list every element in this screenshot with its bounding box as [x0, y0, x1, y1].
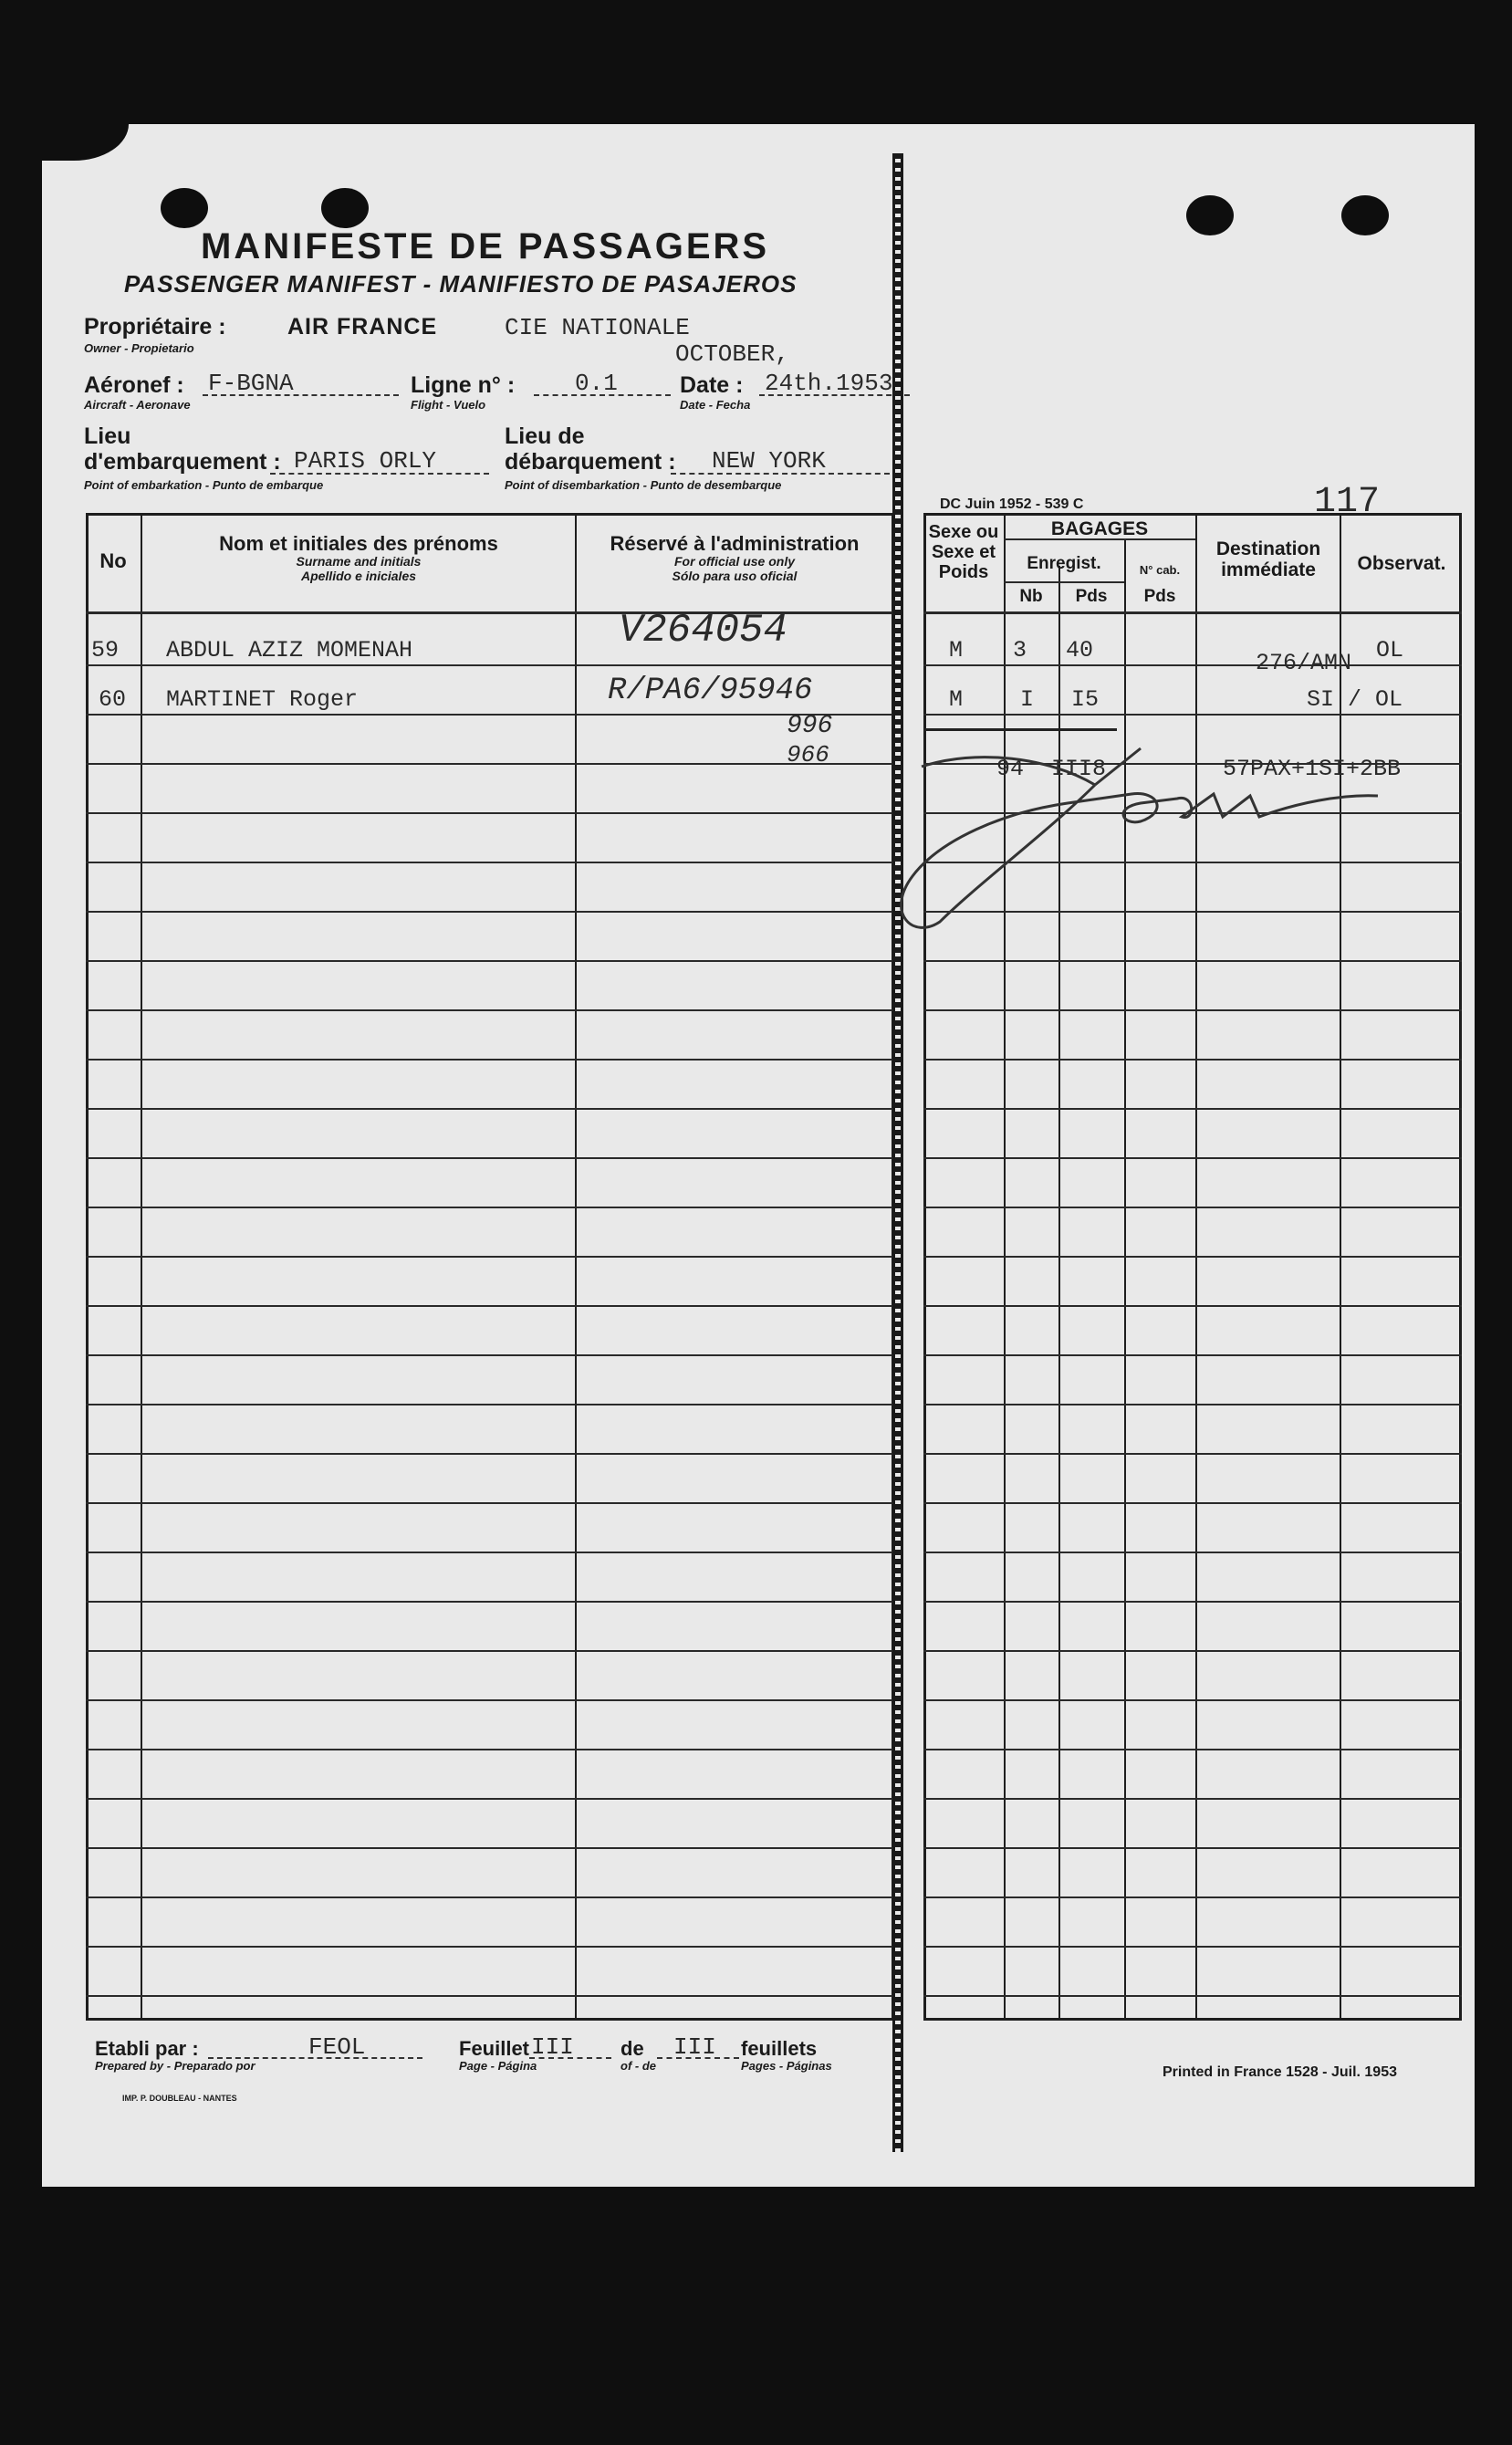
- pages-label: feuillets: [741, 2037, 818, 2060]
- row-rule: [923, 1650, 1462, 1652]
- col-observ-header: Observat.: [1357, 553, 1446, 574]
- row-rule: [86, 1207, 894, 1208]
- col-sex-header: Sexe ou Sexe et Poids: [928, 522, 999, 582]
- col-cabin-header: N° cab.: [1139, 563, 1181, 577]
- col-admin-sub2: Sólo para uso oficial: [672, 568, 798, 583]
- date-label-sub: Date - Fecha: [680, 398, 751, 412]
- col-name-title: Nom et initiales des prénoms: [219, 532, 498, 555]
- row-rule: [86, 1995, 894, 1997]
- row-60-pds: I5: [1071, 686, 1100, 713]
- page-number: 117: [1314, 482, 1381, 523]
- row-rule: [923, 1798, 1462, 1800]
- row-59-pds: 40: [1066, 637, 1094, 663]
- row-rule: [923, 1404, 1462, 1405]
- admin-note-1: 996: [787, 712, 833, 740]
- col-pds2-header: Pds: [1143, 587, 1176, 606]
- row-60-dest: 276/AMN: [1256, 650, 1352, 676]
- embark-value: PARIS ORLY: [294, 447, 437, 475]
- row-60-name: MARTINET Roger: [166, 686, 359, 713]
- row-rule: [86, 1157, 894, 1159]
- prepared-underline: [208, 2057, 422, 2059]
- row-59-admin: V264054: [619, 608, 787, 653]
- row-rule: [86, 1749, 894, 1750]
- col-no-header: No: [99, 549, 127, 572]
- row-60-admin: R/PA6/95946: [608, 674, 813, 708]
- embark-label-line1: Lieu: [84, 423, 131, 449]
- flight-label: Ligne n° :: [411, 372, 516, 398]
- row-rule: [86, 1453, 894, 1455]
- row-rule: [923, 1552, 1462, 1553]
- aircraft-value: F-BGNA: [208, 370, 294, 397]
- punch-hole: [1186, 195, 1234, 235]
- row-rule: [86, 1896, 894, 1898]
- baggage-divider: [1004, 581, 1124, 583]
- col-admin-title: Réservé à l'administration: [610, 532, 860, 555]
- row-rule: [86, 1059, 894, 1061]
- printed-note: Printed in France 1528 - Juil. 1953: [1163, 2064, 1397, 2080]
- date-value: 24th.1953: [765, 370, 893, 397]
- embark-label-line2: d'embarquement :: [84, 449, 281, 475]
- row-rule: [86, 1946, 894, 1948]
- col-name-header: [142, 533, 575, 583]
- col-nb-header: Nb: [1019, 587, 1043, 606]
- owner-value: AIR FRANCE: [287, 314, 438, 340]
- row-rule: [923, 1453, 1462, 1455]
- row-rule: [86, 1404, 894, 1405]
- col-name-sub2: Apellido e iniciales: [300, 568, 417, 583]
- of-label: de: [620, 2037, 644, 2060]
- row-rule: [923, 1354, 1462, 1356]
- manifest-subtitle: PASSENGER MANIFEST - MANIFIESTO DE PASAJEROS: [124, 270, 798, 298]
- punch-hole: [1341, 195, 1389, 235]
- aircraft-underline: [203, 394, 399, 396]
- row-rule: [86, 763, 894, 765]
- row-rule: [86, 812, 894, 814]
- embark-label-sub: Point of embarkation - Punto de embarque: [84, 478, 324, 492]
- punch-hole: [321, 188, 369, 228]
- col-registered-header: Enregist.: [1027, 554, 1101, 573]
- row-60-no: 60: [99, 686, 127, 713]
- row-rule: [923, 1502, 1462, 1504]
- row-rule: [923, 714, 1462, 716]
- signature: [867, 730, 1396, 940]
- row-60-obs: SI / OL: [1307, 686, 1403, 713]
- col-baggage-header: BAGAGES: [1050, 518, 1149, 539]
- row-rule: [86, 1502, 894, 1504]
- row-rule: [86, 1699, 894, 1701]
- total-nb: 94: [996, 756, 1025, 782]
- row-rule: [923, 960, 1462, 962]
- form-code: DC Juin 1952 - 539 C: [940, 496, 1084, 512]
- row-rule: [923, 1699, 1462, 1701]
- row-rule: [923, 1749, 1462, 1750]
- manifest-title: MANIFESTE DE PASSAGERS: [201, 226, 770, 266]
- of-sub: of - de: [620, 2059, 656, 2073]
- disembark-label-line1: Lieu de: [505, 423, 585, 449]
- row-rule: [86, 714, 894, 716]
- owner-label: Propriétaire :: [84, 314, 226, 340]
- row-59-name: ABDUL AZIZ MOMENAH: [166, 637, 413, 663]
- row-rule: [86, 1009, 894, 1011]
- row-rule: [86, 1650, 894, 1652]
- pages-sub: Pages - Páginas: [741, 2059, 832, 2073]
- col-name-sub1: Surname and initials: [296, 554, 422, 569]
- admin-note-2: 966: [787, 741, 829, 768]
- column-divider: [141, 513, 142, 2021]
- row-rule: [86, 1552, 894, 1553]
- row-rule: [86, 862, 894, 863]
- row-59-obs: OL: [1376, 637, 1404, 663]
- row-rule: [923, 1059, 1462, 1061]
- flight-label-sub: Flight - Vuelo: [411, 398, 486, 412]
- row-rule: [923, 664, 1462, 666]
- col-pds-header: Pds: [1075, 587, 1108, 606]
- col-destination-header: Destination immédiate: [1215, 538, 1321, 581]
- column-divider: [575, 513, 577, 2021]
- row-rule: [923, 1995, 1462, 1997]
- printer-credit: IMP. P. DOUBLEAU - NANTES: [122, 2094, 237, 2103]
- perforation-divider: [892, 153, 903, 2152]
- prepared-label: Etabli par :: [95, 2037, 199, 2060]
- aircraft-label-sub: Aircraft - Aeronave: [84, 398, 191, 412]
- row-rule: [86, 1256, 894, 1258]
- disembark-label-sub: Point of disembarkation - Punto de desembarque: [505, 478, 782, 492]
- row-rule: [86, 664, 894, 666]
- disembark-underline: [671, 473, 890, 475]
- row-rule: [923, 1108, 1462, 1110]
- disembark-value: NEW YORK: [712, 447, 826, 475]
- row-rule: [923, 1847, 1462, 1849]
- date-label: Date :: [680, 372, 744, 398]
- owner-typed: CIE NATIONALE: [505, 314, 690, 341]
- row-rule: [923, 1256, 1462, 1258]
- row-60-sex: M: [949, 686, 964, 713]
- sheet-sub: Page - Página: [459, 2059, 537, 2073]
- sheet-underline: [529, 2057, 611, 2059]
- of-value: III: [673, 2033, 716, 2061]
- header-divider: [923, 611, 1462, 614]
- date-underline: [759, 394, 910, 396]
- row-rule: [923, 1157, 1462, 1159]
- flight-underline: [534, 394, 671, 396]
- row-rule: [923, 1896, 1462, 1898]
- row-rule: [923, 1601, 1462, 1603]
- row-rule: [923, 1946, 1462, 1948]
- row-rule: [86, 1354, 894, 1356]
- row-rule: [86, 1305, 894, 1307]
- prepared-sub: Prepared by - Preparado por: [95, 2059, 255, 2073]
- row-rule: [923, 1009, 1462, 1011]
- row-rule: [86, 1601, 894, 1603]
- row-rule: [923, 1305, 1462, 1307]
- aircraft-label: Aéronef :: [84, 372, 184, 398]
- row-rule: [86, 1847, 894, 1849]
- row-59-no: 59: [91, 637, 120, 663]
- disembark-label-line2: débarquement :: [505, 449, 676, 475]
- row-rule: [86, 1108, 894, 1110]
- row-59-nb: 3: [1013, 637, 1027, 663]
- prepared-value: FEOL: [308, 2033, 366, 2061]
- owner-label-sub: Owner - Propietario: [84, 341, 194, 355]
- row-60-nb: I: [1020, 686, 1035, 713]
- date-month: OCTOBER,: [675, 340, 789, 368]
- total-summary: 57PAX+1SI+2BB: [1223, 756, 1402, 782]
- row-rule: [86, 960, 894, 962]
- row-59-sex: M: [949, 637, 964, 663]
- row-rule: [923, 1207, 1462, 1208]
- col-admin-header: [577, 533, 892, 583]
- of-underline: [657, 2057, 739, 2059]
- row-rule: [86, 1798, 894, 1800]
- embark-underline: [270, 473, 489, 475]
- sheet-value: III: [531, 2033, 574, 2061]
- total-pds: III8: [1051, 756, 1107, 782]
- punch-hole: [161, 188, 208, 228]
- flight-value: 0.1: [575, 370, 618, 397]
- col-admin-sub1: For official use only: [674, 554, 795, 569]
- row-rule: [86, 911, 894, 913]
- passenger-table-left: [86, 513, 894, 2021]
- sheet-label: Feuillet: [459, 2037, 530, 2060]
